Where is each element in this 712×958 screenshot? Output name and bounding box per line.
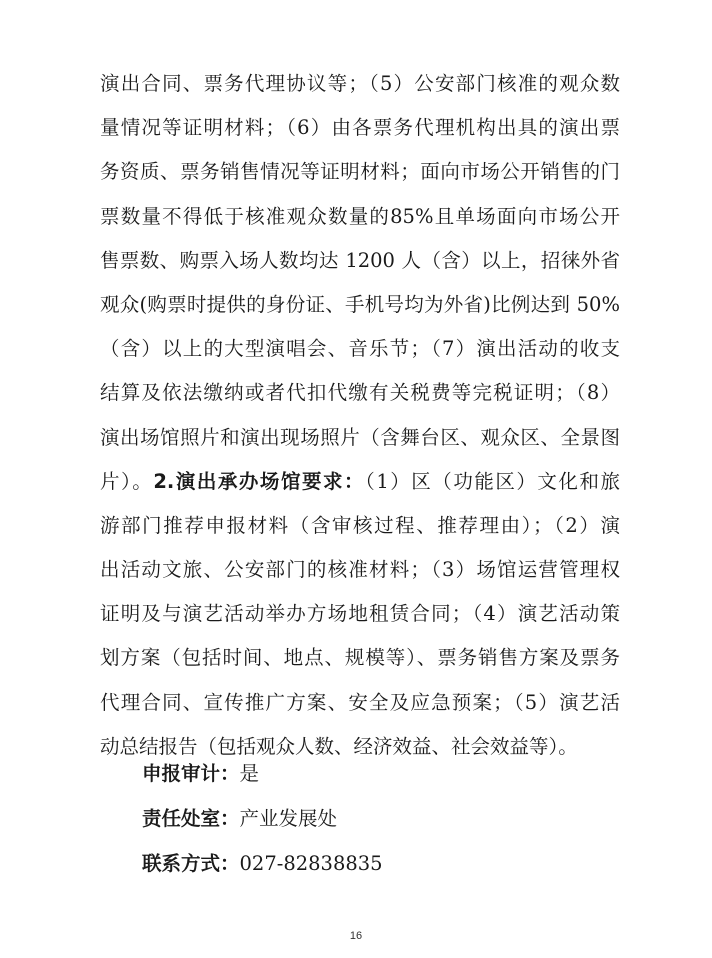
department-label: 责任处室： xyxy=(142,807,240,830)
department-row xyxy=(142,797,562,841)
text-line-6: 观众(购票时提供的身份证、手机号均为外省)比例达到 50% xyxy=(100,292,620,316)
body-paragraph xyxy=(100,62,620,769)
text-line-11: 游部门推荐申报材料（含审核过程、推荐理由）；（2）演 xyxy=(100,513,620,537)
contact-label: 联系方式： xyxy=(142,852,240,875)
text-line-9: 演出场馆照片和演出现场照片（含舞台区、观众区、全景图 xyxy=(100,425,620,449)
page-number: 16 xyxy=(349,930,363,942)
text-line-2: 量情况等证明材料；（6）由各票务代理机构出具的演出票 xyxy=(100,116,620,140)
audit-value: 是 xyxy=(239,762,260,785)
text-line-1: 演出合同、票务代理协议等；（5）公安部门核准的观众数 xyxy=(100,72,620,95)
section-heading-venue-requirements: 2.演出承办场馆要求： xyxy=(153,469,366,493)
text-line-3: 务资质、票务销售情况等证明材料；面向市场公开销售的门 xyxy=(100,160,620,184)
department-value: 产业发展处 xyxy=(239,807,338,830)
text-line-10-suffix: （1）区（功能区）文化和旅 xyxy=(365,469,620,493)
text-line-10 xyxy=(100,460,620,504)
audit-row xyxy=(142,752,562,796)
text-line-7: （含）以上的大型演唱会、音乐节；（7）演出活动的收支 xyxy=(100,337,620,361)
text-line-15: 代理合同、宣传推广方案、安全及应急预案；（5）演艺活 xyxy=(100,690,620,714)
text-line-4: 票数量不得低于核准观众数量的85%且单场面向市场公开 xyxy=(100,204,620,228)
audit-label: 申报审计： xyxy=(142,762,240,785)
text-line-5: 售票数、购票入场人数均达 1200 人（含）以上，招徕外省 xyxy=(100,248,620,272)
text-line-13: 证明及与演艺活动举办方场地租赁合同；（4）演艺活动策 xyxy=(100,602,620,626)
text-line-16: 动总结报告（包括观众人数、经济效益、社会效益等）。 xyxy=(100,734,578,758)
text-line-14: 划方案（包括时间、地点、规模等）、票务销售方案及票务 xyxy=(100,646,620,670)
text-line-10-prefix: 片）。 xyxy=(100,469,154,493)
text-line-12: 出活动文旅、公安部门的核准材料；（3）场馆运营管理权 xyxy=(100,558,620,582)
contact-value: 027-82838835 xyxy=(239,852,383,875)
contact-row xyxy=(142,842,562,886)
text-line-8: 结算及依法缴纳或者代扣代缴有关税费等完税证明；（8） xyxy=(100,381,620,405)
